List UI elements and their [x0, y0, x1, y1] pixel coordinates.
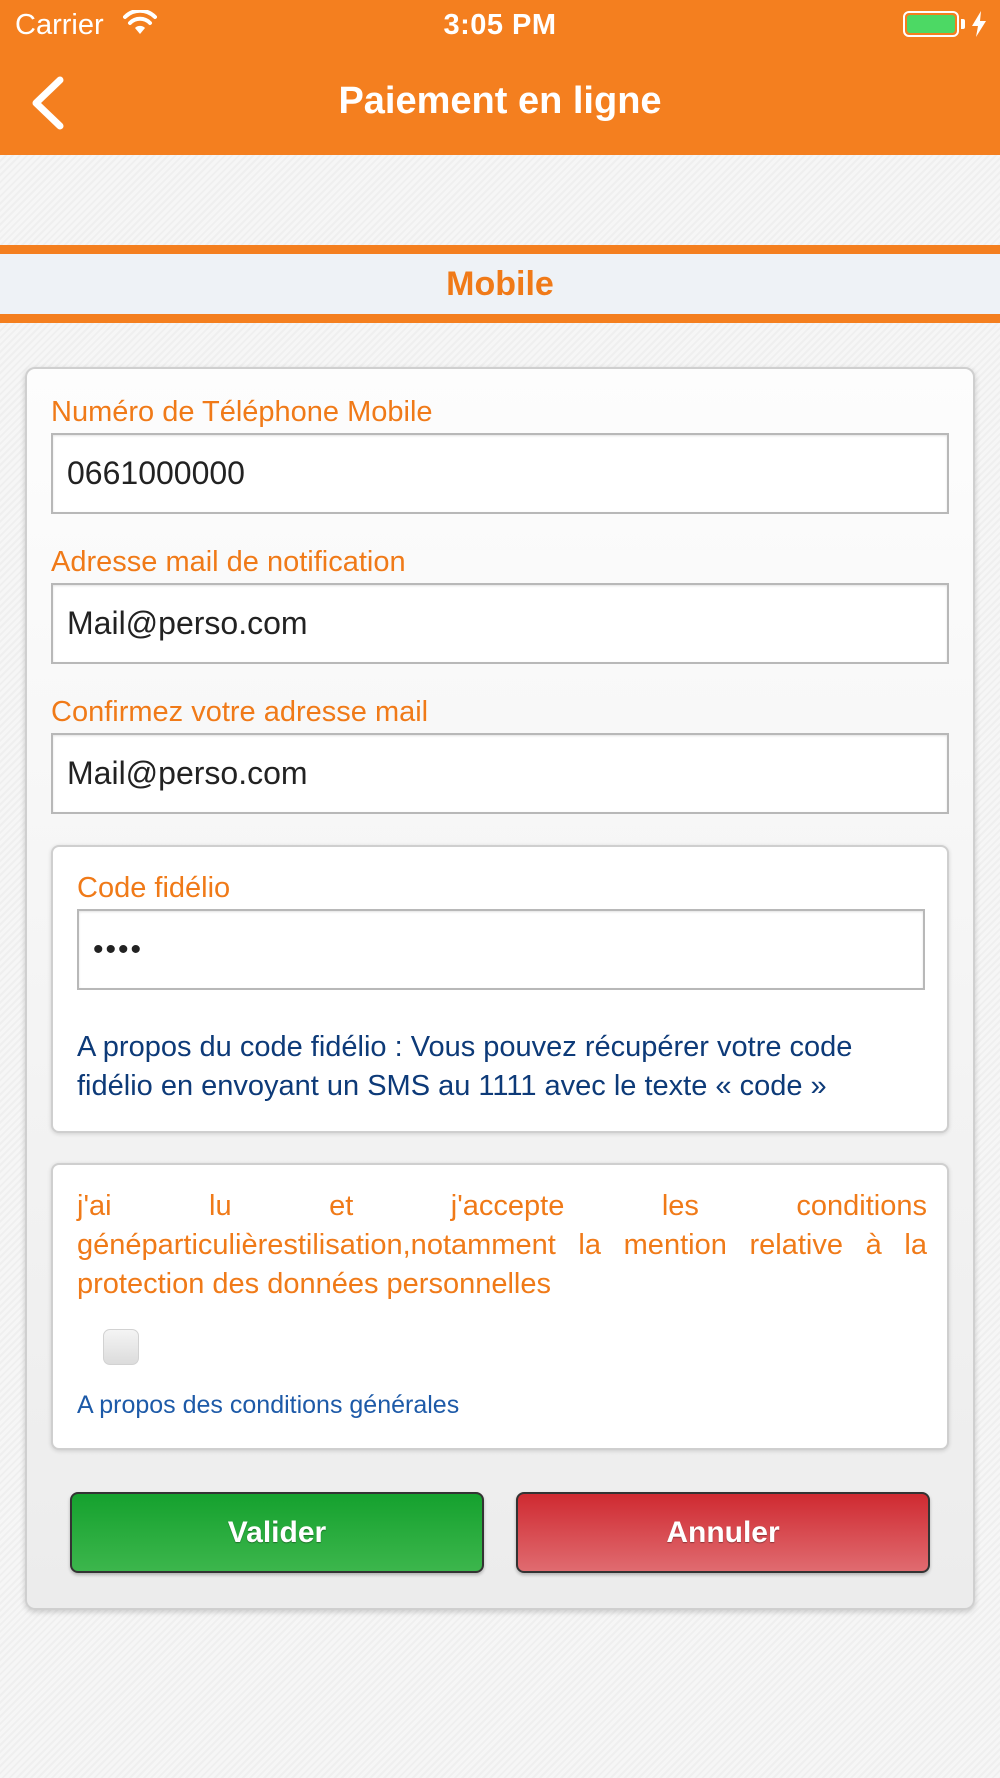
payment-form-card [25, 367, 975, 1610]
fidelio-code-input[interactable]: •••• [77, 909, 925, 990]
terms-card [51, 1163, 949, 1450]
battery-icon [903, 11, 959, 37]
navigation-bar [0, 62, 1000, 142]
terms-checkbox[interactable] [103, 1329, 139, 1365]
validate-button[interactable]: Valider [70, 1492, 484, 1573]
cancel-button[interactable]: Annuler [516, 1492, 930, 1573]
terms-text: j'ai lu et j'accepte les conditions généparticulièrestilisation,notamment la mention relative à la protection des données personnelles [77, 1190, 927, 1300]
fidelio-card [51, 845, 949, 1133]
page-title: Paiement en ligne [338, 80, 662, 122]
section-title: Mobile [446, 265, 554, 303]
fidelio-info-text: A propos du code fidélio : Vous pouvez récupérer votre code fidélio en envoyant un SMS au 1111 avec le texte « code » [77, 1031, 853, 1102]
email-label: Adresse mail de notification [51, 546, 406, 578]
clock: 3:05 PM [443, 9, 557, 41]
fidelio-label: Code fidélio [77, 872, 231, 904]
carrier-label: Carrier [15, 9, 104, 41]
email-confirm-input[interactable]: Mail@perso.com [51, 733, 949, 814]
email-input[interactable]: Mail@perso.com [51, 583, 949, 664]
phone-label: Numéro de Téléphone Mobile [51, 396, 433, 428]
section-header [0, 245, 1000, 323]
email-confirm-label: Confirmez votre adresse mail [51, 696, 429, 728]
charging-bolt-icon [970, 10, 988, 38]
top-bar [0, 0, 1000, 155]
battery-tip [961, 19, 965, 29]
phone-input[interactable]: 0661000000 [51, 433, 949, 514]
terms-about-link[interactable]: A propos des conditions générales [77, 1391, 460, 1419]
status-bar [0, 0, 1000, 50]
